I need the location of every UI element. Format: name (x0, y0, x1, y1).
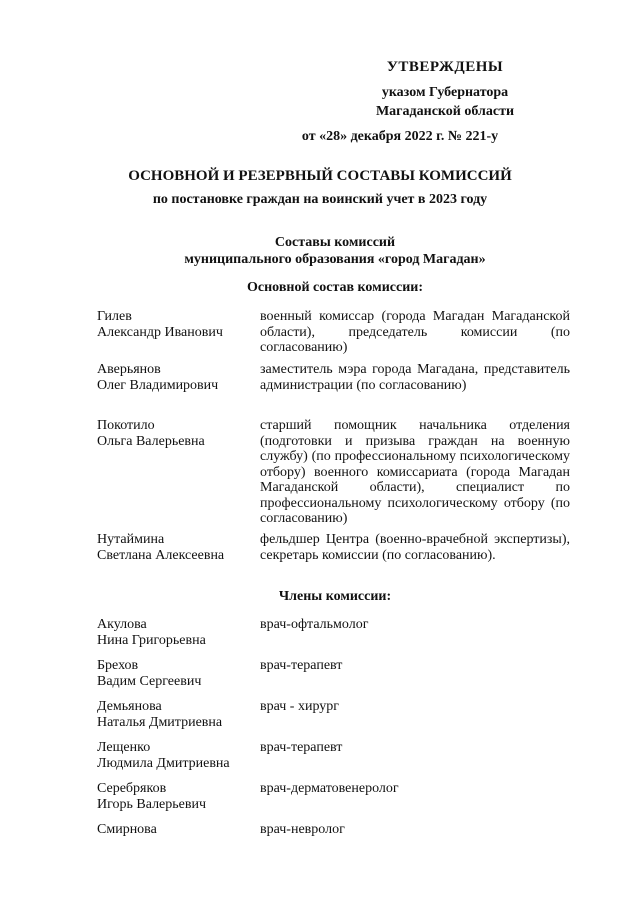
member-given-name: Наталья Дмитриевна (97, 714, 223, 730)
member-given-name: Людмила Дмитриевна (97, 755, 230, 771)
member-name (97, 532, 257, 563)
member-role: фельдшер Центра (военно-врачебной экспертизы), секретарь комиссии (по согласованию). (260, 532, 570, 563)
member-surname: Покотило (97, 418, 155, 433)
member-given-name: Ольга Валерьевна (97, 433, 205, 449)
member-surname: Смирнова (97, 822, 157, 837)
member-role: врач-невролог (260, 822, 345, 837)
member-surname: Брехов (97, 658, 139, 673)
approval-stamp-block (300, 58, 590, 146)
member-role: врач-дерматовенеролог (260, 781, 399, 796)
member-role: врач-терапевт (260, 740, 343, 755)
member-surname: Гилев (97, 309, 132, 324)
approval-title: УТВЕРЖДЕНЫ (386, 59, 504, 75)
document-subtitle: по постановке граждан на воинский учет в 2023 году (152, 192, 488, 207)
member-surname: Аверьянов (97, 362, 161, 377)
member-surname: Демьянова (97, 699, 162, 714)
member-given-name: Вадим Сергеевич (97, 673, 202, 689)
member-given-name: Олег Владимирович (97, 377, 219, 393)
member-surname: Серебряков (97, 781, 167, 796)
member-name (97, 362, 257, 393)
member-name (97, 309, 257, 340)
member-surname: Акулова (97, 617, 147, 632)
member-given-name: Нина Григорьевна (97, 632, 206, 648)
member-given-name: Игорь Валерьевич (97, 796, 207, 812)
member-name (97, 658, 257, 689)
member-role: врач-терапевт (260, 658, 343, 673)
member-name (97, 617, 257, 648)
composition-municipality: муниципального образования «город Магадан» (184, 252, 486, 267)
member-name (97, 781, 257, 812)
member-role: врач-офтальмолог (260, 617, 369, 632)
member-role: врач - хирург (260, 699, 340, 714)
member-name (97, 822, 257, 838)
member-role: старший помощник начальника отделения (подготовки и призыва граждан на военную службу) (по профессиональному психологическому отбору) военного комиссариата (города Магадан Магаданской области), специалист по профессиональному психологическому отбору (по согласованию) (260, 418, 570, 526)
member-name (97, 699, 257, 730)
approval-line-region: Магаданской области (375, 104, 515, 119)
member-given-name: Светлана Алексеевна (97, 547, 225, 563)
composition-title: Составы комиссий (274, 235, 396, 250)
member-surname: Нутаймина (97, 532, 165, 547)
member-surname: Лещенко (97, 740, 151, 755)
member-role: заместитель мэра города Магадана, представитель администрации (по согласованию) (260, 362, 570, 393)
member-role: военный комиссар (города Магадан Магаданской области), председатель комиссии (по согласованию) (260, 309, 570, 355)
member-name (97, 418, 257, 449)
document-title: ОСНОВНОЙ И РЕЗЕРВНЫЙ СОСТАВЫ КОМИССИЙ (128, 168, 512, 184)
approval-decree: от «28» декабря 2022 г. № 221-у (301, 129, 499, 144)
member-given-name: Александр Иванович (97, 324, 223, 340)
commission-members-heading: Члены комиссии: (278, 589, 392, 604)
main-composition-heading: Основной состав комиссии: (247, 280, 423, 295)
approval-line-governor: указом Губернатора (381, 85, 509, 100)
member-name (97, 740, 257, 771)
